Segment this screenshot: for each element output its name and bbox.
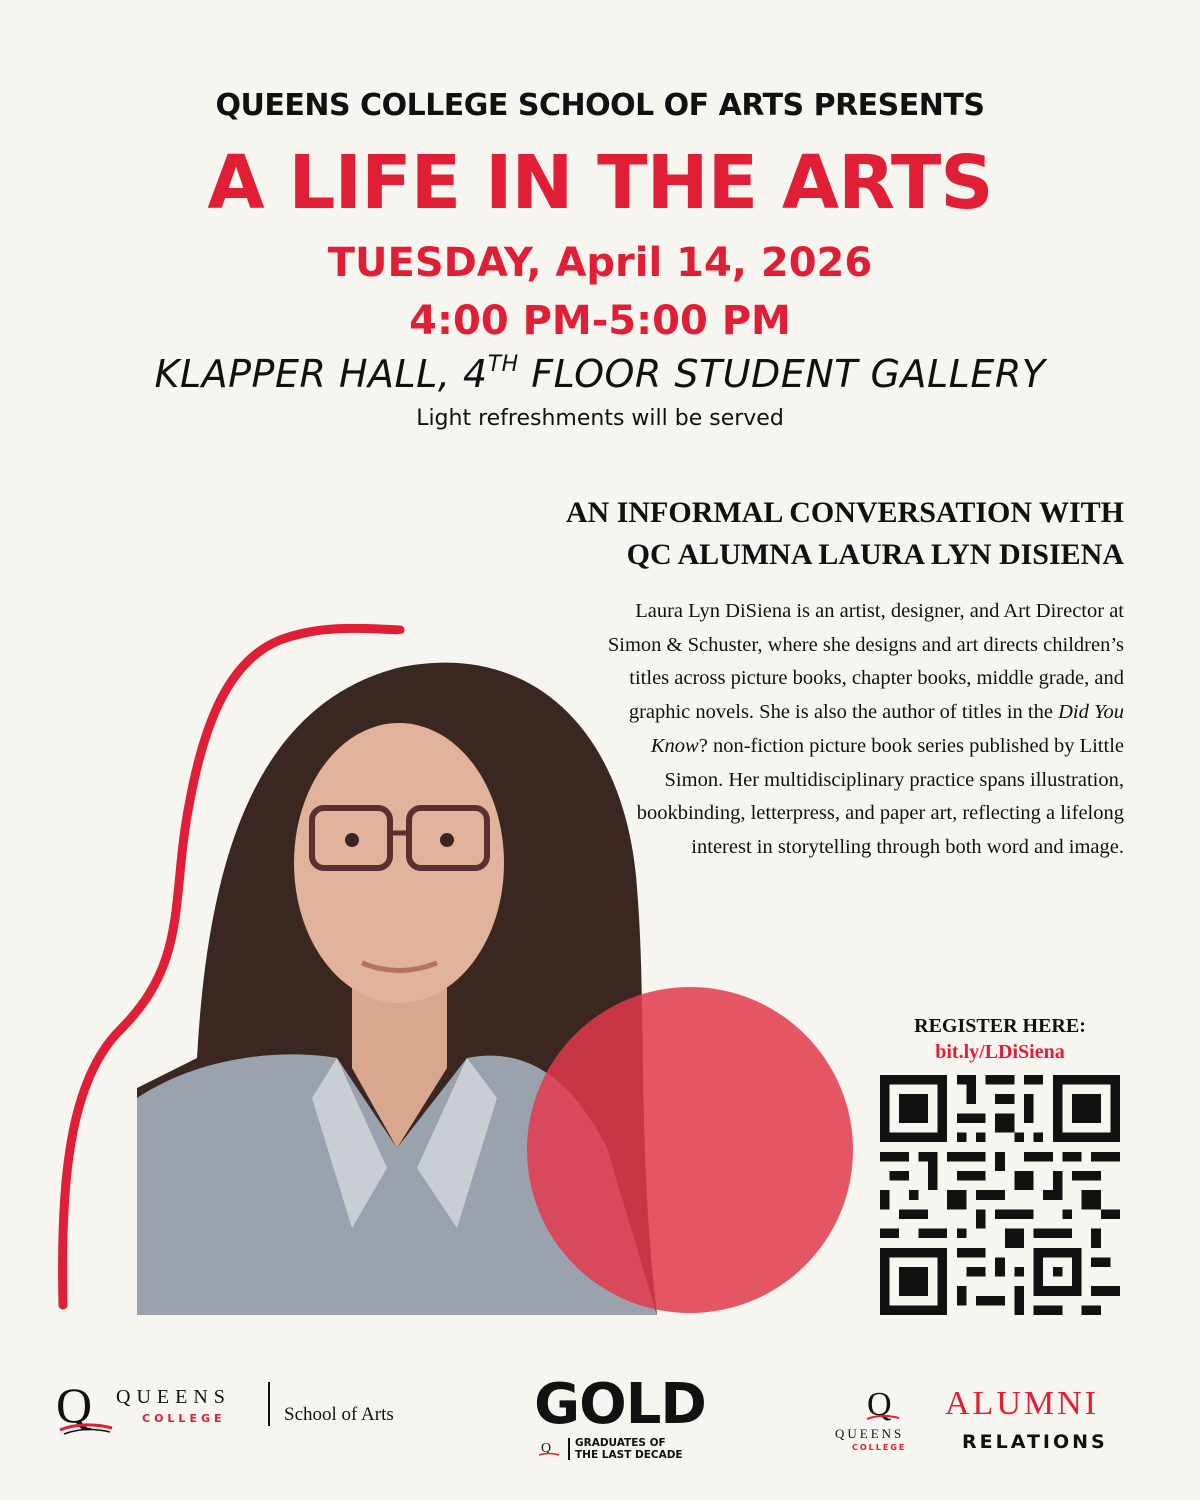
refreshments-note: Light refreshments will be served [416,406,784,431]
event-date: TUESDAY, April 14, 2026 [327,240,873,286]
conversation-line-1: AN INFORMAL CONVERSATION WITH [565,496,1124,529]
alumni-logo-queens: QUEENS [835,1426,905,1441]
gold-divider [568,1438,570,1460]
alumni-queens-q-icon [855,1385,905,1425]
event-title: A LIFE IN THE ARTS [207,140,993,226]
logo-college: COLLEGE [142,1412,226,1425]
series-title: Did You Know [650,701,1124,757]
alumni-logo-college: COLLEGE [852,1443,907,1452]
conversation-line-2: QC ALUMNA LAURA LYN DISIENA [626,538,1124,571]
gold-wordmark: GOLD [534,1372,706,1437]
event-venue: KLAPPER HALL, 4TH FLOOR STUDENT GALLERY [154,352,1046,396]
queens-college-school-of-arts-logo [52,1378,452,1438]
register-block [880,1013,1120,1065]
queens-college-q-icon [52,1378,114,1438]
conversation-heading [566,492,1124,576]
speaker-bio: Laura Lyn DiSiena is an artist, designer, and Art Director at Simon & Schuster, where she designs and art directs children’s titles across picture books, chapter books, middle grade, and graphic novels. She is also the author of titles in the Did You Know? non-fiction picture book series published by Little Simon. Her multidisciplinary practice spans illustration, bookbinding, letterpress, and paper art, reflecting a lifelong interest in storytelling through both word and image. [607,600,1124,858]
presenter-line: QUEENS COLLEGE SCHOOL OF ARTS PRESENTS [215,88,985,123]
register-label: REGISTER HERE: [914,1015,1086,1037]
relations-wordmark: RELATIONS [962,1431,1108,1453]
svg-text:Q: Q [867,1386,892,1423]
logo-school-of-arts: School of Arts [284,1404,394,1425]
alumni-wordmark: ALUMNI [945,1385,1099,1422]
gold-queens-q-icon [533,1438,563,1460]
logo-divider [268,1382,270,1426]
alumni-relations-logo [835,1385,1155,1475]
logo-queens: QUEENS [116,1386,231,1408]
svg-text:Q: Q [56,1378,93,1433]
event-time: 4:00 PM-5:00 PM [409,298,791,344]
red-circle [525,985,855,1315]
svg-text:Q: Q [541,1441,552,1456]
gold-logo [515,1372,725,1461]
gold-tagline: GRADUATES OF THE LAST DECADE [575,1437,683,1461]
qr-code-icon[interactable] [880,1075,1120,1315]
register-link[interactable]: bit.ly/LDiSiena [935,1041,1065,1063]
